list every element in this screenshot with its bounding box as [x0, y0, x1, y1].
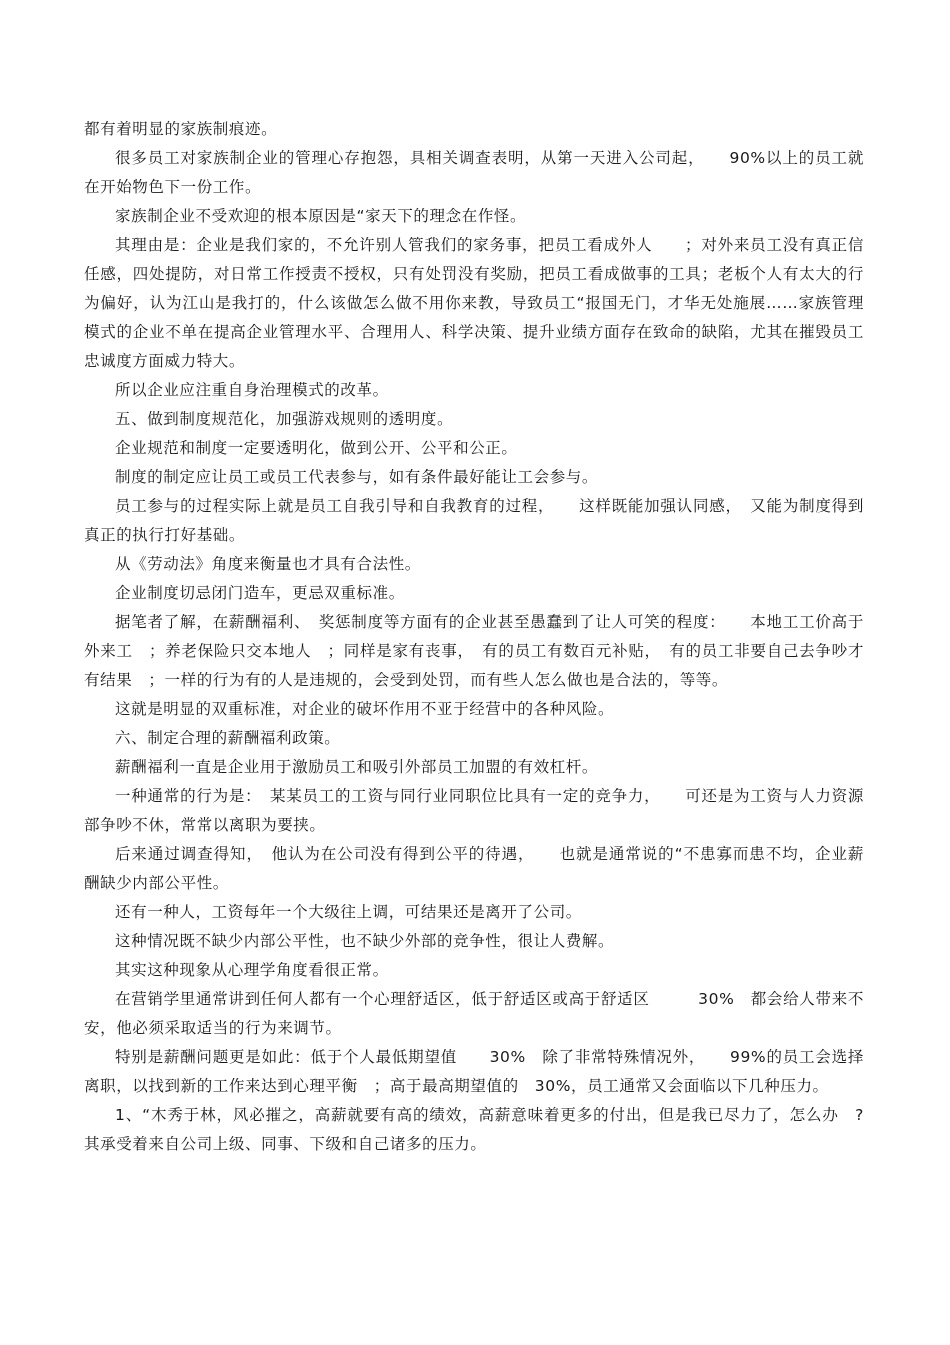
paragraph: 后来通过调查得知， 他认为在公司没有得到公平的待遇， 也就是通常说的“不患寡而患不均，企业薪酬缺少内部公平性。: [84, 845, 864, 892]
paragraph: 都有着明显的家族制痕迹。: [84, 120, 278, 138]
body-text: [84, 115, 864, 1159]
paragraph: 薪酬福利一直是企业用于激励员工和吸引外部员工加盟的有效杠杆。: [115, 758, 599, 776]
list-item: 1、“木秀于林，风必摧之，高薪就要有高的绩效，高薪意味着更多的付出，但是我已尽力了，怎么办 ?其承受着来自公司上级、同事、下级和自己诸多的压力。: [84, 1106, 864, 1153]
paragraph: 一种通常的行为是： 某某员工的工资与同行业同职位比具有一定的竞争力， 可还是为工资与人力资源部争吵不休，常常以离职为要挟。: [84, 787, 864, 834]
paragraph: 企业制度切忌闭门造车，更忌双重标准。: [115, 584, 405, 602]
section-heading: 六、制定合理的薪酬福利政策。: [115, 729, 341, 747]
section-heading: 五、做到制度规范化，加强游戏规则的透明度。: [115, 410, 454, 428]
paragraph: 从《劳动法》角度来衡量也才具有合法性。: [115, 555, 421, 573]
paragraph: 很多员工对家族制企业的管理心存抱怨，具相关调查表明，从第一天进入公司起， 90%以上的员工就在开始物色下一份工作。: [84, 149, 864, 196]
paragraph: 其实这种现象从心理学角度看很正常。: [115, 961, 389, 979]
paragraph: 员工参与的过程实际上就是员工自我引导和自我教育的过程， 这样既能加强认同感， 又能为制度得到真正的执行打好基础。: [84, 497, 864, 544]
paragraph: 据笔者了解，在薪酬福利、 奖惩制度等方面有的企业甚至愚蠢到了让人可笑的程度： 本地工工价高于外来工 ；养老保险只交本地人 ；同样是家有丧事， 有的员工有数百元补贴， 有的员工非要自己去争吵才有结果 ；一样的行为有的人是违规的，会受到处罚，而有些人怎么做也是合法的，等等。: [84, 613, 864, 689]
paragraph: 所以企业应注重自身治理模式的改革。: [115, 381, 389, 399]
paragraph: 企业规范和制度一定要透明化，做到公开、公平和公正。: [115, 439, 518, 457]
paragraph: 这种情况既不缺少内部公平性，也不缺少外部的竞争性，很让人费解。: [115, 932, 615, 950]
paragraph: 制度的制定应让员工或员工代表参与，如有条件最好能让工会参与。: [115, 468, 599, 486]
paragraph: 家族制企业不受欢迎的根本原因是“家天下的理念在作怪。: [115, 207, 527, 225]
paragraph: 这就是明显的双重标准，对企业的破坏作用不亚于经营中的各种风险。: [115, 700, 615, 718]
paragraph: 其理由是：企业是我们家的，不允许别人管我们的家务事，把员工看成外人 ；对外来员工没有真正信任感，四处提防，对日常工作授责不授权，只有处罚没有奖励，把员工看成做事的工具；老板个人有太大的行为偏好，认为江山是我打的，什么该做怎么做不用你来教，导致员工“报国无门，才华无处施展……家族管理模式的企业不单在提高企业管理水平、合理用人、科学决策、提升业绩方面存在致命的缺陷，尤其在摧毁员工忠诚度方面威力特大。: [84, 236, 864, 370]
paragraph: 在营销学里通常讲到任何人都有一个心理舒适区，低于舒适区或高于舒适区 30% 都会给人带来不安，他必须采取适当的行为来调节。: [84, 990, 864, 1037]
paragraph: 特别是薪酬问题更是如此：低于个人最低期望值 30% 除了非常特殊情况外， 99%的员工会选择离职，以找到新的工作来达到心理平衡 ；高于最高期望值的 30%，员工通常又会面临以下几种压力。: [84, 1048, 864, 1095]
paragraph: 还有一种人，工资每年一个大级往上调，可结果还是离开了公司。: [115, 903, 582, 921]
